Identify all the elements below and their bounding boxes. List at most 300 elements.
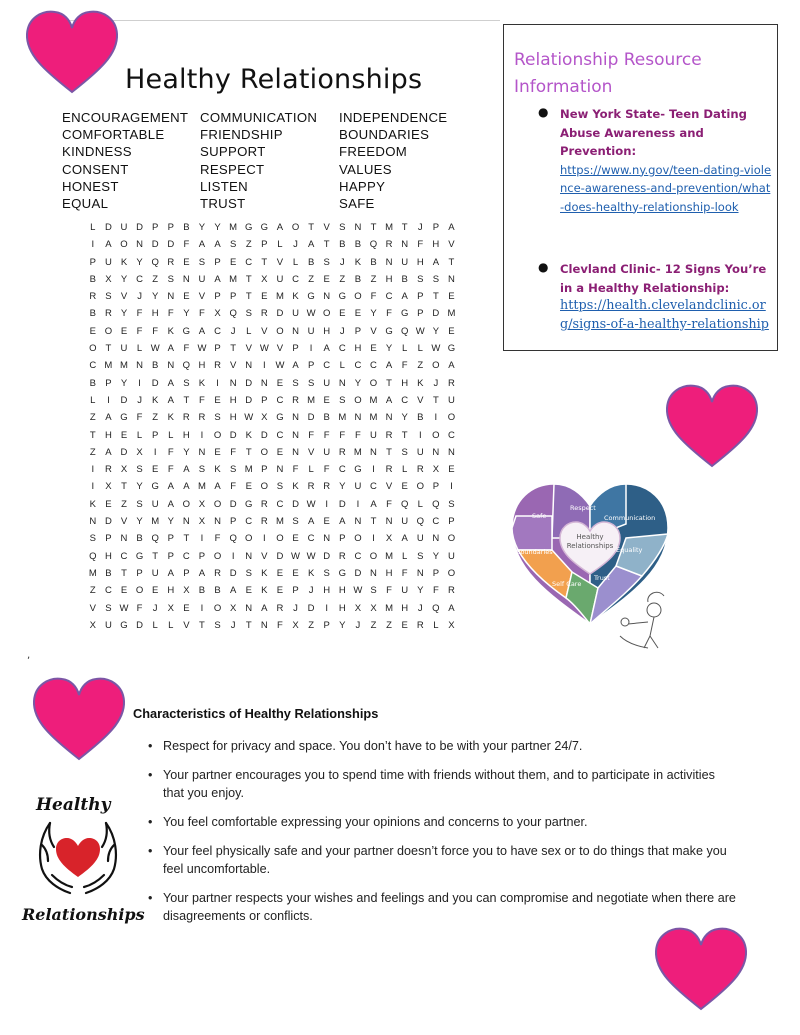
grid-letter: X xyxy=(89,619,96,631)
grid-letter: O xyxy=(416,481,424,493)
grid-letter: D xyxy=(104,222,112,233)
grid-letter: G xyxy=(276,412,284,424)
grid-letter: R xyxy=(182,412,190,424)
grid-letter: C xyxy=(245,256,253,268)
grid-letter: B xyxy=(89,308,96,320)
grid-letter: A xyxy=(401,533,408,545)
grid-letter: T xyxy=(183,533,190,545)
grid-letter: X xyxy=(198,516,206,528)
grid-letter: U xyxy=(370,429,377,441)
grid-letter: Y xyxy=(136,481,143,493)
grid-letter: E xyxy=(261,291,268,303)
word-item: LISTEN xyxy=(200,178,248,194)
grid-letter: M xyxy=(369,412,378,424)
list-item xyxy=(148,842,738,878)
puzzle-piece-label: Respect xyxy=(570,504,596,512)
grid-letter: Z xyxy=(152,412,159,424)
grid-letter: U xyxy=(401,585,409,597)
grid-letter: W xyxy=(244,412,254,424)
grid-letter: Y xyxy=(417,585,424,597)
grid-letter: E xyxy=(276,567,284,579)
grid-letter: T xyxy=(386,377,392,389)
grid-letter: B xyxy=(354,239,362,251)
grid-letter: Y xyxy=(183,308,190,320)
grid-letter: W xyxy=(119,602,129,614)
grid-letter: C xyxy=(385,291,393,303)
grid-letter: I xyxy=(325,498,329,510)
grid-letter: D xyxy=(323,550,331,562)
grid-letter: V xyxy=(307,446,315,458)
list-item xyxy=(148,737,738,755)
grid-letter: L xyxy=(246,325,252,337)
grid-letter: D xyxy=(245,394,253,406)
grid-letter: M xyxy=(229,222,238,233)
grid-letter: E xyxy=(370,343,377,355)
grid-letter: H xyxy=(198,360,206,372)
grid-letter: Y xyxy=(432,325,440,337)
grid-letter: X xyxy=(214,308,221,320)
grid-letter: N xyxy=(136,360,144,372)
grid-letter: P xyxy=(167,533,174,545)
grid-letter: U xyxy=(104,619,112,631)
grid-letter: R xyxy=(385,464,393,476)
grid-letter: Y xyxy=(183,446,190,458)
grid-letter: K xyxy=(89,498,96,510)
grid-letter: J xyxy=(339,325,345,337)
grid-letter: R xyxy=(338,550,346,562)
grid-letter: A xyxy=(105,412,112,424)
grid-letter: C xyxy=(276,394,284,406)
grid-letter: S xyxy=(214,619,221,631)
grid-letter: A xyxy=(167,343,174,355)
grid-letter: C xyxy=(214,325,221,337)
grid-letter: F xyxy=(136,412,143,424)
grid-letter: P xyxy=(136,567,143,579)
grid-letter: N xyxy=(385,412,393,424)
grid-letter: P xyxy=(432,481,440,493)
grid-letter: E xyxy=(448,291,455,303)
grid-letter: C xyxy=(354,550,362,562)
grid-letter: S xyxy=(245,308,252,320)
grid-letter: D xyxy=(338,498,346,510)
grid-letter: G xyxy=(385,325,393,337)
grid-letter: S xyxy=(292,377,299,389)
grid-letter: V xyxy=(89,602,96,614)
grid-letter: N xyxy=(385,516,393,528)
grid-letter: O xyxy=(260,481,269,493)
grid-letter: Y xyxy=(136,516,143,528)
resource-label: New York State- Teen Dating Abuse Awareness and Prevention: xyxy=(560,107,747,158)
grid-letter: D xyxy=(292,498,299,510)
grid-letter: D xyxy=(276,308,284,320)
grid-letter: C xyxy=(448,429,455,441)
grid-letter: F xyxy=(167,308,174,320)
grid-letter: C xyxy=(276,429,284,441)
heart-icon xyxy=(662,382,762,472)
grid-letter: Y xyxy=(120,377,128,389)
grid-letter: W xyxy=(306,498,316,510)
grid-letter: L xyxy=(90,394,96,406)
grid-letter: P xyxy=(261,394,268,406)
grid-letter: T xyxy=(105,343,112,355)
grid-letter: G xyxy=(338,291,346,303)
heart-icon xyxy=(651,925,751,1015)
grid-letter: P xyxy=(307,360,315,372)
grid-letter: O xyxy=(213,498,222,510)
word-list-column xyxy=(339,109,462,212)
resource-link[interactable]: https://health.clevelandclinic.org/signs-of-a-healthy-relationship xyxy=(560,298,769,332)
grid-letter: M xyxy=(88,567,97,579)
grid-letter: D xyxy=(136,619,144,631)
grid-letter: Y xyxy=(401,412,408,424)
grid-letter: N xyxy=(323,291,331,303)
grid-letter: F xyxy=(230,481,237,493)
grid-letter: H xyxy=(338,602,346,614)
grid-letter: S xyxy=(136,464,143,476)
grid-letter: I xyxy=(107,394,110,406)
grid-letter: H xyxy=(323,325,331,337)
grid-letter: R xyxy=(323,481,331,493)
grid-letter: T xyxy=(386,446,392,458)
grid-letter: N xyxy=(354,222,362,233)
grid-letter: N xyxy=(276,464,284,476)
grid-letter: Y xyxy=(120,273,128,285)
grid-letter: F xyxy=(199,308,205,320)
grid-letter: R xyxy=(89,291,97,303)
grid-letter: D xyxy=(151,239,159,251)
grid-letter: I xyxy=(434,412,438,424)
grid-letter: B xyxy=(354,273,362,285)
list-item xyxy=(148,889,738,925)
grid-letter: S xyxy=(89,533,96,545)
grid-letter: A xyxy=(448,602,455,614)
word-item: VALUES xyxy=(339,161,392,177)
grid-letter: J xyxy=(339,256,345,268)
grid-letter: B xyxy=(105,567,112,579)
grid-letter: I xyxy=(309,343,313,355)
grid-letter: Z xyxy=(89,585,96,597)
grid-letter: G xyxy=(447,343,456,355)
grid-letter: E xyxy=(448,325,455,337)
grid-letter: R xyxy=(198,412,206,424)
grid-letter: B xyxy=(89,377,96,389)
grid-letter: J xyxy=(293,602,298,614)
grid-letter: K xyxy=(152,394,159,406)
grid-letter: S xyxy=(401,446,408,458)
grid-letter: M xyxy=(369,394,378,406)
grid-letter: F xyxy=(323,429,330,441)
grid-letter: P xyxy=(261,464,268,476)
grid-letter: S xyxy=(292,516,299,528)
list-item xyxy=(148,766,738,802)
puzzle-center-label: Relationships xyxy=(566,542,614,550)
grid-letter: I xyxy=(263,533,266,545)
grid-letter: X xyxy=(105,273,112,285)
grid-letter: N xyxy=(182,516,190,528)
grid-letter: U xyxy=(323,377,331,389)
bullet-icon: • xyxy=(148,815,153,829)
grid-letter: I xyxy=(91,239,95,251)
grid-letter: Z xyxy=(121,498,127,510)
grid-letter: G xyxy=(338,567,346,579)
grid-letter: J xyxy=(137,394,142,406)
word-list xyxy=(62,109,462,212)
grid-letter: E xyxy=(214,446,221,458)
grid-letter: F xyxy=(183,239,190,251)
grid-letter: C xyxy=(370,481,377,493)
grid-letter: E xyxy=(354,308,362,320)
word-item: EQUAL xyxy=(62,196,109,212)
grid-letter: N xyxy=(292,446,299,458)
grid-letter: T xyxy=(121,481,127,493)
grid-letter: P xyxy=(339,533,346,545)
grid-letter: W xyxy=(353,585,363,597)
grid-letter: Q xyxy=(229,308,237,320)
grid-letter: A xyxy=(167,498,174,510)
characteristics-title: Characteristics of Healthy Relationships xyxy=(133,706,379,721)
grid-letter: O xyxy=(447,567,456,579)
grid-letter: S xyxy=(323,567,330,579)
grid-letter: O xyxy=(135,585,144,597)
grid-letter: I xyxy=(91,481,95,493)
grid-letter: E xyxy=(120,585,128,597)
grid-letter: V xyxy=(183,619,190,631)
grid-letter: O xyxy=(213,602,222,614)
grid-letter: H xyxy=(385,567,393,579)
grid-letter: Q xyxy=(400,498,409,510)
grid-letter: I xyxy=(263,360,266,372)
grid-letter: A xyxy=(198,325,206,337)
grid-letter: S xyxy=(276,481,284,493)
grid-letter: E xyxy=(276,585,284,597)
grid-letter: E xyxy=(401,619,408,631)
grid-letter: Z xyxy=(245,239,252,251)
grid-letter: H xyxy=(151,308,159,320)
puzzle-piece-label: Communication xyxy=(604,514,656,522)
grid-letter: O xyxy=(432,360,440,372)
grid-letter: A xyxy=(183,481,190,493)
grid-letter: V xyxy=(120,516,128,528)
grid-letter: X xyxy=(370,602,377,614)
grid-letter: P xyxy=(292,343,299,355)
grid-letter: R xyxy=(307,481,315,493)
grid-letter: T xyxy=(432,394,439,406)
grid-letter: L xyxy=(402,464,408,476)
grid-letter: V xyxy=(245,343,252,355)
grid-letter: U xyxy=(120,222,128,233)
grid-letter: C xyxy=(432,516,440,528)
grid-letter: I xyxy=(450,481,453,493)
characteristics-list xyxy=(148,737,738,936)
grid-letter: A xyxy=(214,239,221,251)
bullet-icon: • xyxy=(148,844,153,858)
grid-letter: H xyxy=(229,412,237,424)
word-item: FRIENDSHIP xyxy=(200,127,283,143)
grid-letter: I xyxy=(153,446,157,458)
grid-letter: W xyxy=(291,550,300,562)
word-list-column xyxy=(62,109,200,212)
grid-letter: S xyxy=(229,464,237,476)
grid-letter: N xyxy=(260,619,268,631)
grid-letter: Y xyxy=(198,222,206,233)
grid-letter: R xyxy=(104,464,112,476)
grid-letter: P xyxy=(152,429,159,441)
bullet-icon: ● xyxy=(538,260,549,274)
grid-letter: S xyxy=(105,291,112,303)
grid-letter: K xyxy=(292,291,299,303)
grid-letter: N xyxy=(385,256,393,268)
grid-letter: P xyxy=(214,256,221,268)
grid-letter: J xyxy=(293,239,298,251)
grid-letter: X xyxy=(167,602,174,614)
grid-letter: D xyxy=(120,394,128,406)
grid-letter: A xyxy=(214,273,221,285)
resource-link[interactable]: https://www.ny.gov/teen-dating-violence-awareness-and-prevention/what-does-healthy-relationship-look xyxy=(560,162,772,214)
grid-letter: C xyxy=(370,360,377,372)
grid-letter: W xyxy=(306,308,316,320)
grid-letter: A xyxy=(323,343,330,355)
heart-icon xyxy=(29,675,129,765)
grid-letter: L xyxy=(417,498,423,510)
grid-letter: E xyxy=(401,481,408,493)
grid-letter: F xyxy=(230,446,237,458)
grid-letter: J xyxy=(417,222,423,233)
grid-letter: D xyxy=(167,239,175,251)
grid-letter: S xyxy=(339,394,346,406)
grid-letter: R xyxy=(416,619,424,631)
grid-letter: O xyxy=(182,498,191,510)
word-item: SAFE xyxy=(339,196,375,212)
grid-letter: S xyxy=(229,239,237,251)
grid-letter: E xyxy=(245,585,252,597)
grid-letter: X xyxy=(261,412,268,424)
grid-letter: T xyxy=(245,619,252,631)
grid-letter: Q xyxy=(369,239,378,251)
grid-letter: N xyxy=(370,567,377,579)
grid-letter: N xyxy=(370,446,377,458)
grid-letter: V xyxy=(198,291,206,303)
grid-letter: O xyxy=(291,222,300,233)
grid-letter: I xyxy=(138,377,141,389)
grid-letter: N xyxy=(214,516,221,528)
grid-letter: U xyxy=(307,325,315,337)
grid-letter: F xyxy=(183,343,190,355)
grid-letter: M xyxy=(447,308,456,320)
grid-letter: D xyxy=(307,412,315,424)
grid-letter: Y xyxy=(214,222,221,233)
grid-letter: L xyxy=(402,343,408,355)
grid-letter: R xyxy=(385,429,393,441)
grid-letter: O xyxy=(447,412,456,424)
word-item: RESPECT xyxy=(200,161,265,177)
grid-letter: O xyxy=(369,377,378,389)
grid-letter: F xyxy=(417,239,424,251)
grid-letter: N xyxy=(245,602,253,614)
grid-letter: B xyxy=(307,256,315,268)
grid-letter: U xyxy=(416,533,424,545)
grid-letter: N xyxy=(292,412,299,424)
grid-letter: P xyxy=(105,533,112,545)
grid-letter: U xyxy=(416,446,424,458)
grid-letter: E xyxy=(276,446,284,458)
grid-letter: F xyxy=(370,291,377,303)
grid-letter: B xyxy=(89,273,96,285)
grid-letter: O xyxy=(432,429,440,441)
grid-letter: L xyxy=(277,239,283,251)
grid-letter: N xyxy=(338,377,346,389)
grid-letter: M xyxy=(385,550,394,562)
grid-letter: X xyxy=(105,481,112,493)
grid-letter: T xyxy=(370,516,377,528)
grid-letter: N xyxy=(432,533,440,545)
grid-letter: H xyxy=(229,394,237,406)
grid-letter: Y xyxy=(167,516,174,528)
grid-letter: S xyxy=(245,567,252,579)
grid-letter: R xyxy=(104,308,112,320)
grid-letter: F xyxy=(386,308,392,320)
grid-letter: T xyxy=(261,256,268,268)
grid-letter: Q xyxy=(432,602,440,614)
grid-letter: H xyxy=(323,585,331,597)
grid-letter: X xyxy=(183,585,190,597)
grid-letter: S xyxy=(339,222,346,233)
grid-letter: D xyxy=(245,377,253,389)
grid-letter: Q xyxy=(89,550,97,562)
grid-letter: T xyxy=(199,619,205,631)
grid-letter: U xyxy=(120,343,128,355)
grid-letter: C xyxy=(276,498,284,510)
hands-heart-icon xyxy=(28,815,128,903)
grid-letter: A xyxy=(105,446,112,458)
grid-letter: C xyxy=(338,343,346,355)
grid-letter: E xyxy=(214,394,221,406)
grid-letter: R xyxy=(448,377,455,389)
grid-letter: P xyxy=(448,516,455,528)
grid-letter: J xyxy=(433,377,439,389)
grid-letter: N xyxy=(354,516,362,528)
grid-letter: Q xyxy=(182,360,191,372)
grid-letter: W xyxy=(431,343,441,355)
grid-letter: X xyxy=(198,498,206,510)
grid-letter: M xyxy=(197,481,206,493)
grid-letter: Z xyxy=(370,273,377,285)
grid-letter: F xyxy=(323,464,330,476)
grid-letter: I xyxy=(200,429,204,441)
resource-list xyxy=(538,105,774,335)
grid-letter: M xyxy=(385,222,394,233)
grid-letter: I xyxy=(91,464,95,476)
grid-letter: P xyxy=(167,550,174,562)
grid-letter: F xyxy=(136,602,143,614)
grid-letter: L xyxy=(433,619,439,631)
grid-letter: G xyxy=(151,481,159,493)
grid-letter: T xyxy=(89,429,96,441)
grid-letter: S xyxy=(167,273,174,285)
grid-letter: A xyxy=(292,360,299,372)
grid-letter: S xyxy=(417,550,424,562)
grid-letter: P xyxy=(214,343,221,355)
grid-letter: R xyxy=(260,308,268,320)
grid-letter: C xyxy=(401,394,409,406)
grid-letter: C xyxy=(292,273,299,285)
list-item xyxy=(148,813,738,831)
grid-letter: T xyxy=(183,394,190,406)
word-item: TRUST xyxy=(200,196,246,212)
grid-letter: G xyxy=(245,222,253,233)
grid-letter: T xyxy=(152,550,159,562)
grid-letter: S xyxy=(214,412,221,424)
grid-letter: L xyxy=(402,550,408,562)
